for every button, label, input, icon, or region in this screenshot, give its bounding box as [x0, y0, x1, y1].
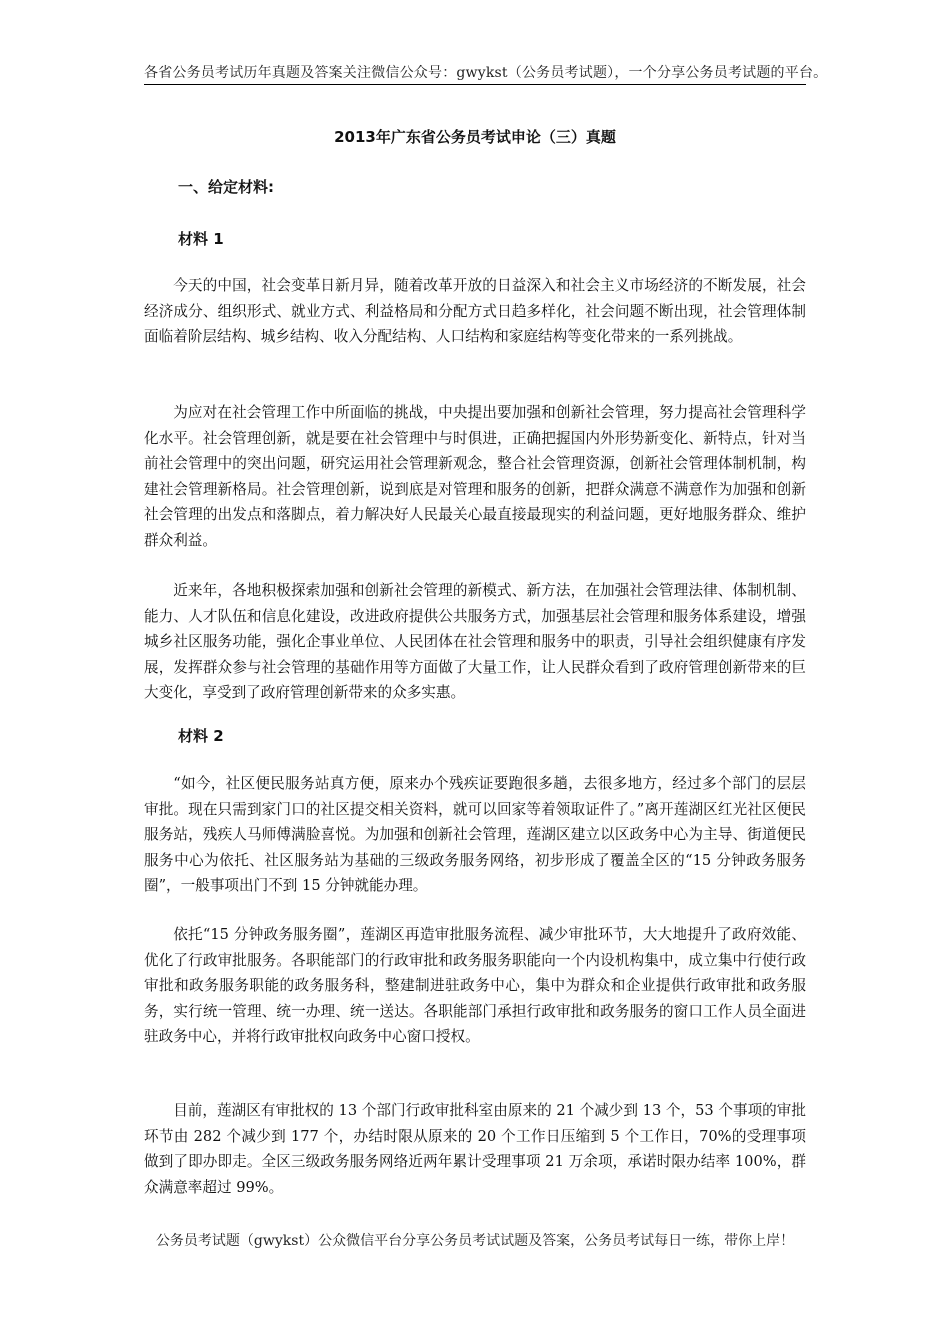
material-1-paragraph-2: 为应对在社会管理工作中所面临的挑战，中央提出要加强和创新社会管理，努力提高社会管理科学化水平。社会管理创新，就是要在社会管理中与时俱进，正确把握国内外形势新变化、新特点，针对当前社会管理中的突出问题，研究运用社会管理新观念，整合社会管理资源，创新社会管理体制机制，构建社会管理新格局。社会管理创新，说到底是对管理和服务的创新，把群众满意不满意作为加强和创新社会管理的出发点和落脚点，着力解决好人民最关心最直接最现实的利益问题，更好地服务群众、维护群众利益。 [144, 404, 806, 549]
material-2-paragraph-2: 依托“15 分钟政务服务圈”，莲湖区再造审批服务流程、减少审批环节，大大地提升了政府效能、优化了行政审批服务。各职能部门的行政审批和政务服务职能向一个内设机构集中，成立集中行使行政审批和政务服务职能的政务服务科，整建制进驻政务中心，集中为群众和企业提供行政审批和政务服务，实行统一管理、统一办理、统一送达。各职能部门承担行政审批和政务服务的窗口工作人员全面进驻政务中心，并将行政审批权向政务中心窗口授权。 [144, 926, 806, 1045]
page-footer: 公务员考试题（gwykst）公众微信平台分享公务员考试试题及答案，公务员考试每日一练，带你上岸！ [155, 1233, 795, 1249]
material-2-heading: 材料 2 [178, 727, 224, 745]
material-1-heading: 材料 1 [178, 230, 224, 248]
section-heading-given-materials: 一、给定材料: [178, 178, 274, 196]
page-header: 各省公务员考试历年真题及答案关注微信公众号：gwykst（公务员考试题），一个分享公务员考试题的平台。 [144, 65, 828, 81]
material-1-paragraph-1: 今天的中国，社会变革日新月异，随着改革开放的日益深入和社会主义市场经济的不断发展，社会经济成分、组织形式、就业方式、利益格局和分配方式日趋多样化，社会问题不断出现，社会管理体制面临着阶层结构、城乡结构、收入分配结构、人口结构和家庭结构等变化带来的一系列挑战。 [144, 277, 806, 345]
material-2-paragraph-3: 目前，莲湖区有审批权的 13 个部门行政审批科室由原来的 21 个减少到 13 个，53 个事项的审批环节由 282 个减少到 177 个，办结时限从原来的 20 个工作日压缩到 5 个工作日，70%的受理事项做到了即办即走。全区三级政务服务网络近两年累计受理事项 21 万余项，承诺时限办结率 100%，群众满意率超过 99%。 [144, 1102, 806, 1196]
material-1-paragraph-3: 近来年，各地积极探索加强和创新社会管理的新模式、新方法，在加强社会管理法律、体制机制、能力、人才队伍和信息化建设，改进政府提供公共服务方式，加强基层社会管理和服务体系建设，增强城乡社区服务功能，强化企事业单位、人民团体在社会管理和服务中的职责，引导社会组织健康有序发展，发挥群众参与社会管理的基础作用等方面做了大量工作，让人民群众看到了政府管理创新带来的巨大变化，享受到了政府管理创新带来的众多实惠。 [144, 582, 806, 701]
material-2-paragraph-1: “如今，社区便民服务站真方便，原来办个残疾证要跑很多趟，去很多地方，经过多个部门的层层审批。现在只需到家门口的社区提交相关资料，就可以回家等着领取证件了。”离开莲湖区红光社区便民服务站，残疾人马师傅满脸喜悦。为加强和创新社会管理，莲湖区建立以区政务中心为主导、街道便民服务中心为依托、社区服务站为基础的三级政务服务网络，初步形成了覆盖全区的“15 分钟政务服务圈”，一般事项出门不到 15 分钟就能办理。 [144, 775, 806, 894]
header-divider [144, 84, 806, 85]
document-title: 2013年广东省公务员考试申论（三）真题 [334, 128, 616, 146]
